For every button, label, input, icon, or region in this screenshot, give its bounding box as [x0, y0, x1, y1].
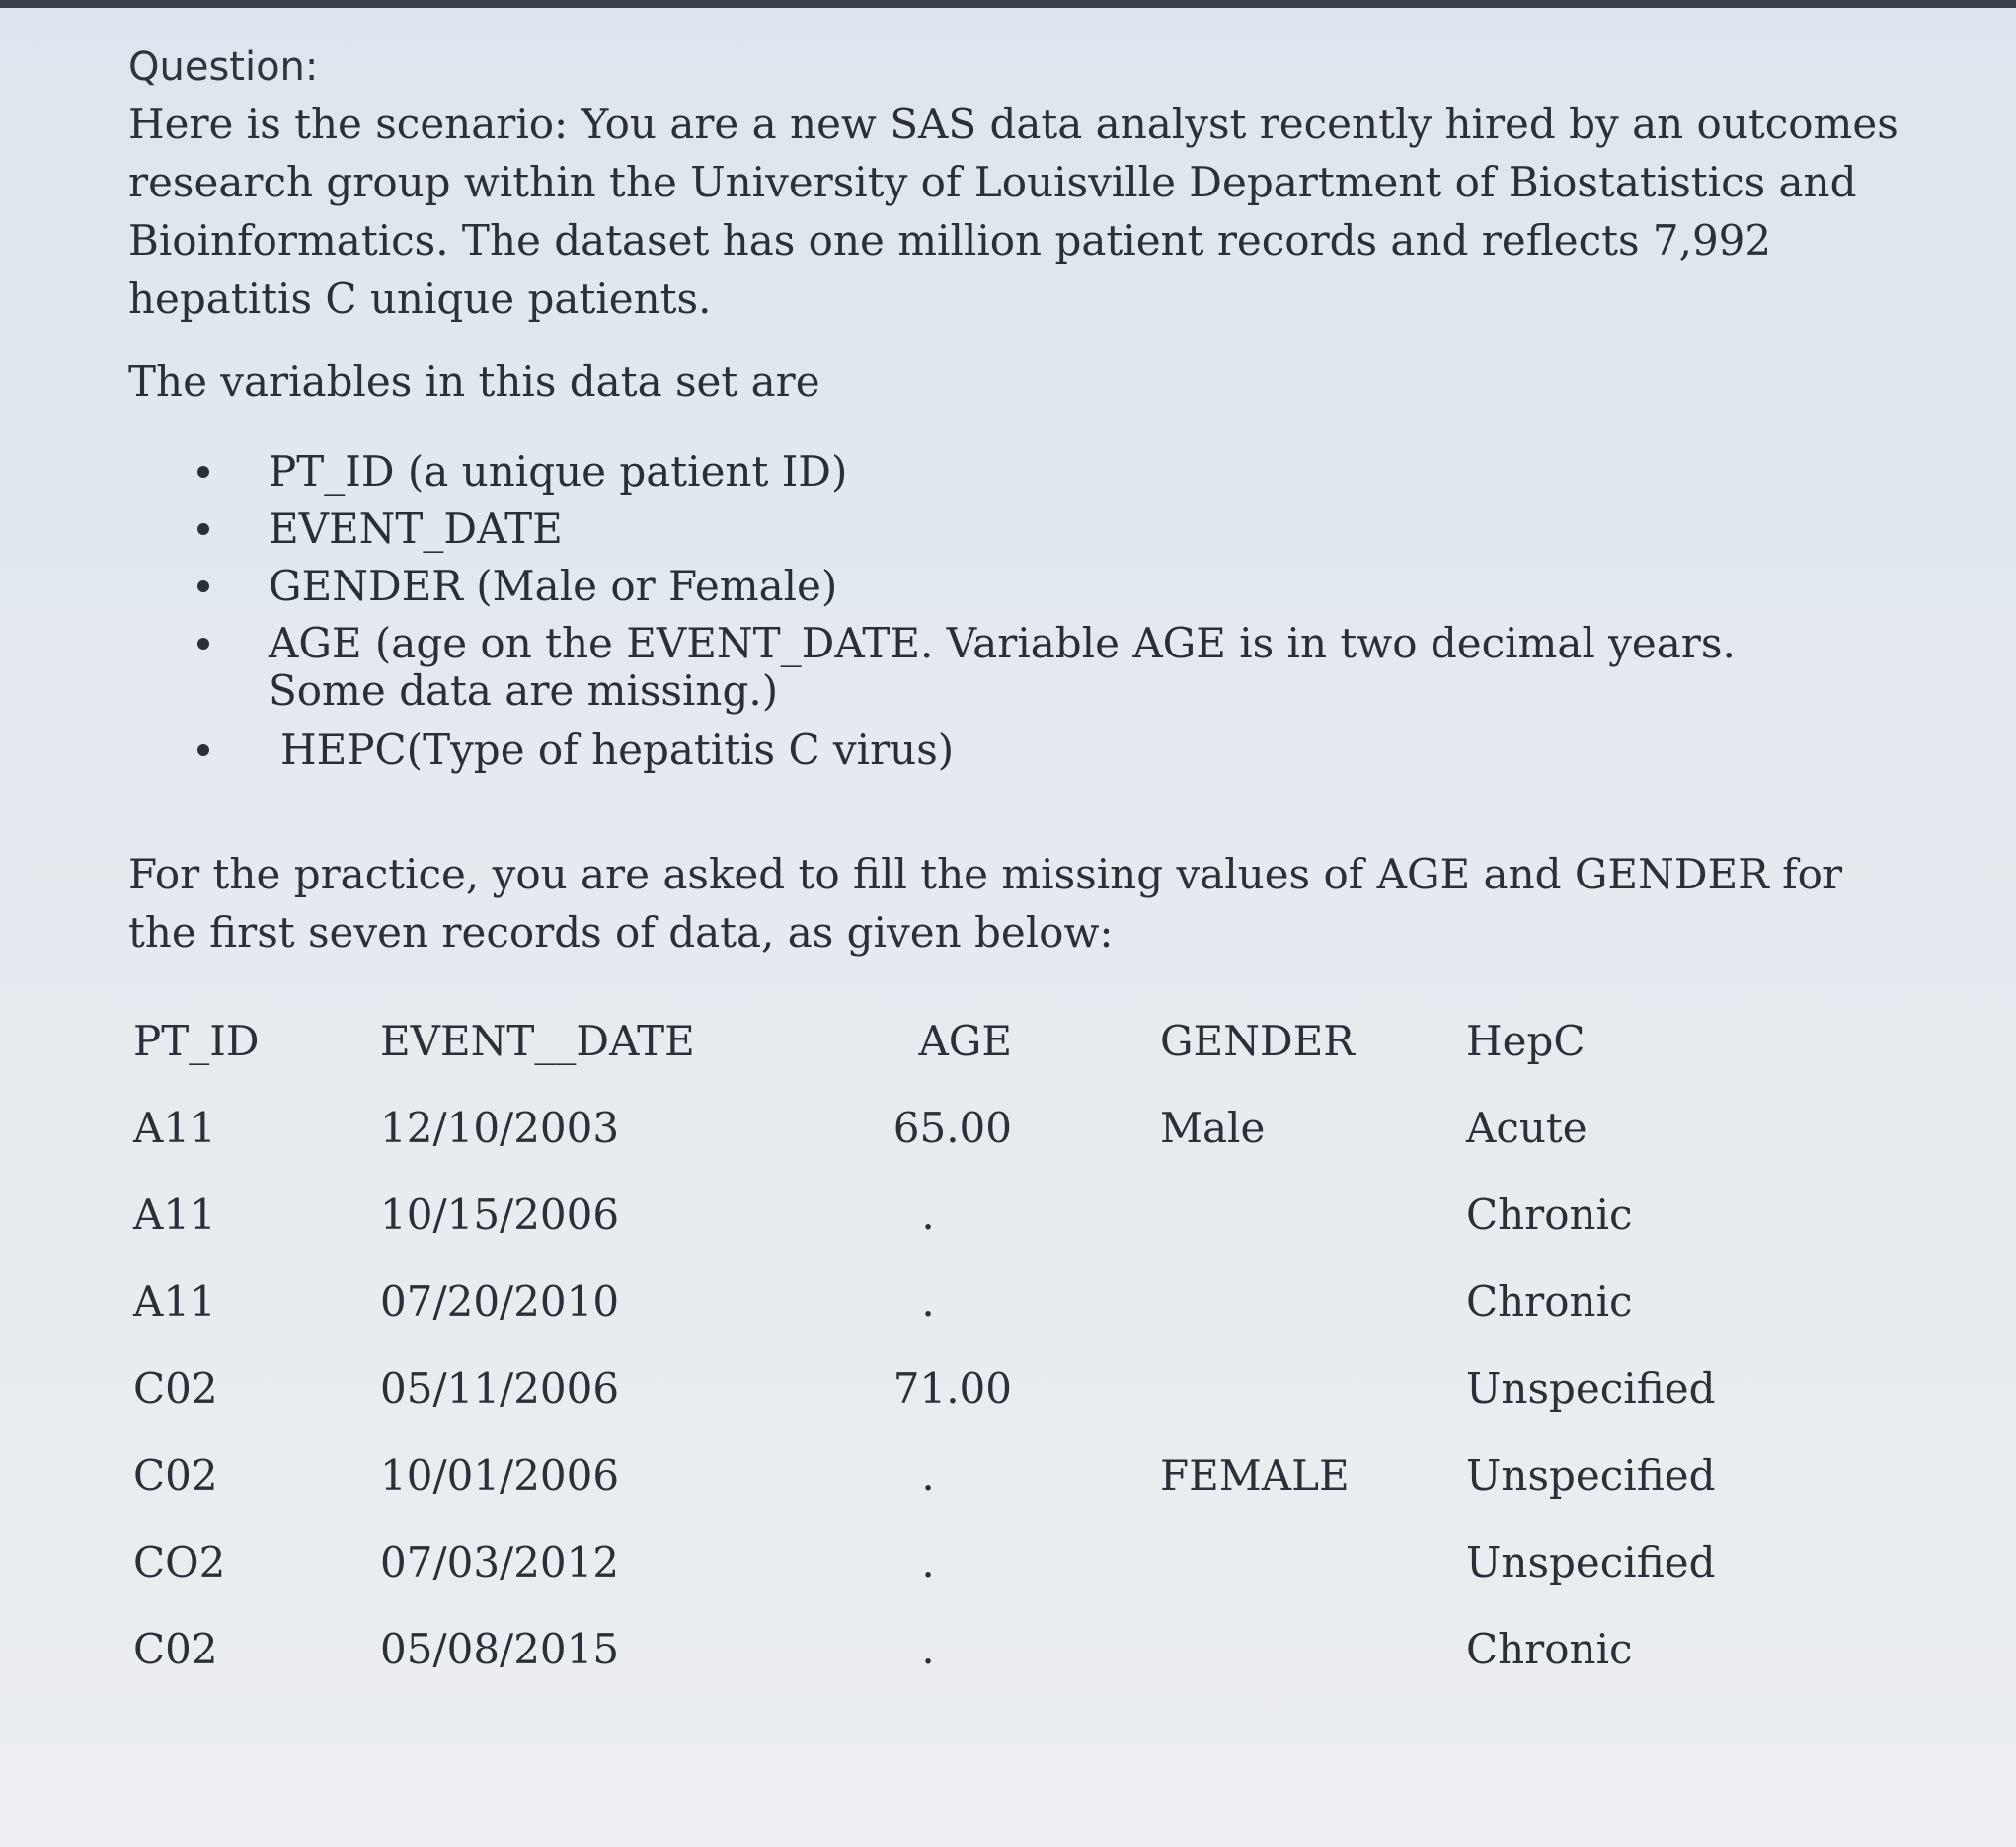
question-label: Question: — [128, 44, 319, 90]
bullet-icon — [197, 523, 209, 535]
table-row — [133, 1171, 1762, 1258]
cell-event-date: 05/08/2015 — [380, 1624, 620, 1673]
table-row — [133, 1605, 1762, 1692]
cell-age: 65.00 — [892, 1103, 1012, 1152]
cell-event-date: 05/11/2006 — [380, 1363, 620, 1413]
cell-hepc: Chronic — [1466, 1624, 1633, 1673]
cell-pt-id: A11 — [133, 1103, 216, 1152]
variables-intro: The variables in this data set are — [128, 357, 820, 406]
cell-pt-id: CO2 — [133, 1537, 226, 1586]
cell-pt-id: A11 — [133, 1190, 216, 1239]
cell-age: . — [921, 1624, 935, 1673]
cell-hepc: Unspecified — [1466, 1363, 1716, 1413]
bullet-icon — [197, 744, 209, 756]
cell-hepc: Chronic — [1466, 1276, 1633, 1326]
question-document — [128, 39, 1965, 962]
bullet-icon — [197, 638, 209, 650]
cell-age: 71.00 — [892, 1363, 1012, 1413]
header-gender: GENDER — [1160, 1016, 1355, 1065]
cell-gender — [1042, 1518, 1436, 1605]
variables-list — [128, 448, 1965, 774]
header-event-date: EVENT__DATE — [380, 1016, 695, 1065]
cell-pt-id: C02 — [133, 1624, 218, 1673]
table-row — [133, 1258, 1762, 1345]
practice-paragraph: For the practice, you are asked to fill the missing values of AGE and GENDER for the first seven records of data, as given below: — [128, 850, 1843, 957]
screen-top-edge — [0, 0, 2016, 8]
cell-pt-id: C02 — [133, 1363, 218, 1413]
scenario-paragraph: Here is the scenario: You are a new SAS data analyst recently hired by an outcomes research group within the University of Louisville Department of Biostatistics and Bioinformatics. The dataset has one million patient records and reflects 7,992 hepatitis C unique patients. — [128, 100, 1899, 323]
variable-item-hepc: HEPC(Type of hepatitis C virus) — [128, 727, 1860, 774]
cell-event-date: 12/10/2003 — [380, 1103, 620, 1152]
records-table — [133, 997, 1762, 1692]
cell-gender — [1042, 1345, 1436, 1431]
cell-gender — [1042, 1258, 1436, 1345]
cell-event-date: 10/01/2006 — [380, 1450, 620, 1500]
cell-event-date: 10/15/2006 — [380, 1190, 620, 1239]
variable-item-event-date: EVENT_DATE — [128, 505, 1848, 553]
table-header-row — [133, 997, 1762, 1084]
cell-gender — [1042, 1605, 1436, 1692]
variable-item-pt-id: PT_ID (a unique patient ID) — [128, 448, 1848, 496]
cell-hepc: Unspecified — [1466, 1537, 1716, 1586]
cell-hepc: Unspecified — [1466, 1450, 1716, 1500]
cell-gender: FEMALE — [1160, 1450, 1350, 1500]
header-age: AGE — [918, 1016, 1012, 1065]
bullet-icon — [197, 580, 209, 592]
table-row — [133, 1084, 1762, 1171]
cell-age: . — [921, 1537, 935, 1586]
bullet-icon — [197, 466, 209, 478]
table-row — [133, 1345, 1762, 1431]
cell-event-date: 07/03/2012 — [380, 1537, 620, 1586]
cell-gender: Male — [1160, 1103, 1266, 1152]
variable-item-age: AGE (age on the EVENT_DATE. Variable AGE is in two decimal years. Some data are missing.) — [128, 620, 1848, 715]
header-hepc: HepC — [1466, 1016, 1586, 1065]
cell-event-date: 07/20/2010 — [380, 1276, 620, 1326]
cell-age: . — [921, 1450, 935, 1500]
cell-hepc: Acute — [1466, 1103, 1588, 1152]
cell-hepc: Chronic — [1466, 1190, 1633, 1239]
variable-item-gender: GENDER (Male or Female) — [128, 563, 1848, 610]
cell-gender — [1042, 1171, 1436, 1258]
table-row — [133, 1518, 1762, 1605]
cell-age: . — [921, 1190, 935, 1239]
header-pt-id: PT_ID — [133, 1016, 260, 1065]
cell-age: . — [921, 1276, 935, 1326]
cell-pt-id: A11 — [133, 1276, 216, 1326]
cell-pt-id: C02 — [133, 1450, 218, 1500]
table-row — [133, 1431, 1762, 1518]
